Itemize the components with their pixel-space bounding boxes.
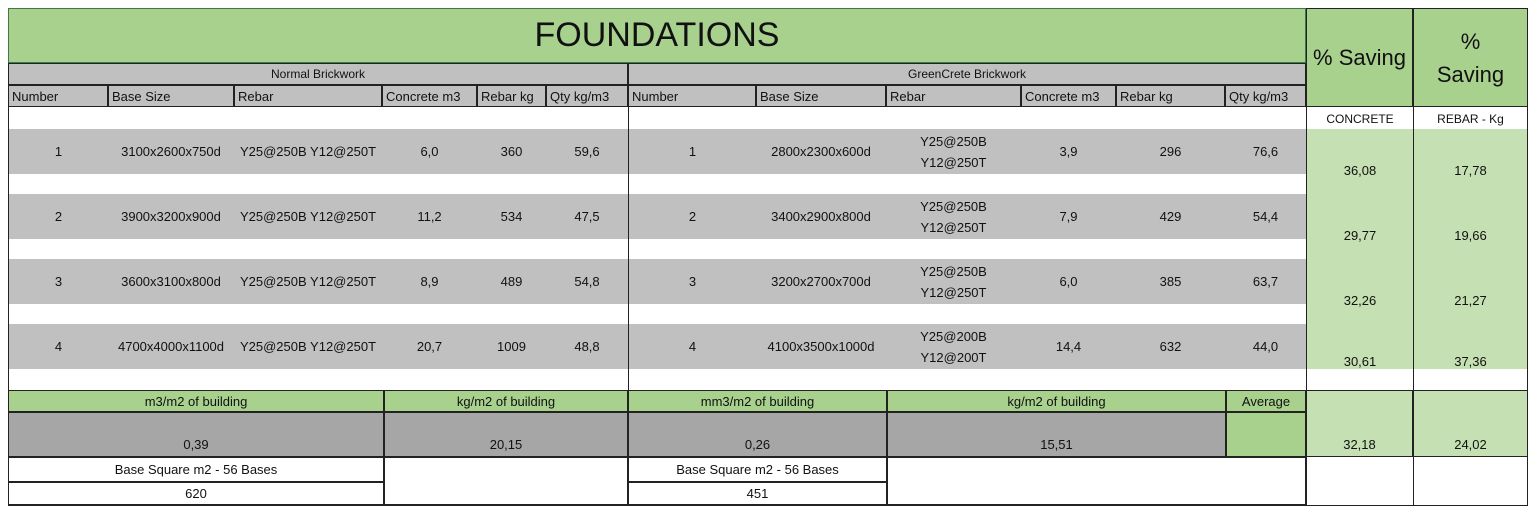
rebar-saving-value: 19,66: [1414, 194, 1527, 259]
greencrete-base-size: 3200x2700x700d: [771, 274, 871, 289]
greencrete-rebar: [886, 194, 1021, 239]
normal-rebar-kg: 360: [500, 144, 523, 159]
normal-concrete: 11,2: [417, 209, 442, 224]
normal-col-header: Qty kg/m3: [546, 85, 628, 107]
greencrete-concrete: 6,0: [1059, 274, 1078, 289]
greencrete-col-header: Base Size: [756, 85, 886, 107]
normal-concrete: 6,0: [420, 144, 439, 159]
greencrete-base-size: 2800x2300x600d: [771, 144, 871, 159]
rebar-saving-header: % Saving: [1413, 8, 1528, 107]
concrete-saving-value: 32,26: [1307, 259, 1413, 324]
greencrete-group-label: GreenCrete Brickwork: [628, 63, 1306, 85]
greencrete-rebar-top: Y12@200T: [920, 349, 987, 365]
normal-base-square-value: 620: [8, 482, 384, 505]
greencrete-rebar-bottom: Y25@250B: [920, 263, 987, 279]
normal-kg-value: 20,15: [384, 412, 628, 457]
greencrete-rebar: [886, 259, 1021, 304]
normal-number: 1: [54, 144, 63, 159]
greencrete-rebar-kg: 632: [1159, 339, 1182, 354]
normal-rebar: Y25@250B Y12@250T: [239, 144, 377, 159]
greencrete-col-header: Rebar: [886, 85, 1021, 107]
greencrete-base-size: 4100x3500x1000d: [767, 339, 875, 354]
concrete-subheader: CONCRETE: [1326, 111, 1394, 126]
green-kg-value: 15,51: [887, 412, 1226, 457]
concrete-saving-header: % Saving: [1306, 8, 1413, 107]
normal-rebar: Y25@250B Y12@250T: [239, 339, 377, 354]
greencrete-concrete: 14,4: [1055, 339, 1082, 354]
greencrete-rebar-top: Y12@250T: [920, 219, 987, 235]
greencrete-col-header: Concrete m3: [1021, 85, 1116, 107]
normal-col-header: Rebar: [234, 85, 382, 107]
normal-rebar-kg: 1009: [497, 339, 526, 354]
normal-col-header: Number: [8, 85, 108, 107]
greencrete-number: 1: [688, 144, 697, 159]
greencrete-qty: 63,7: [1252, 274, 1279, 289]
normal-rebar: Y25@250B Y12@250T: [239, 209, 377, 224]
greencrete-concrete: 7,9: [1059, 209, 1078, 224]
greencrete-col-header: Qty kg/m3: [1225, 85, 1306, 107]
normal-col-header: Concrete m3: [382, 85, 477, 107]
greencrete-rebar-top: Y12@250T: [920, 284, 987, 300]
greencrete-col-header: Rebar kg: [1116, 85, 1225, 107]
normal-number: 4: [54, 339, 63, 354]
normal-number: 3: [54, 274, 63, 289]
normal-concrete: 8,9: [420, 274, 439, 289]
normal-group-label: Normal Brickwork: [8, 63, 628, 85]
rebar-saving-value: 21,27: [1414, 259, 1527, 324]
greencrete-rebar-bottom: Y25@250B: [920, 133, 987, 149]
normal-qty: 47,5: [574, 209, 600, 224]
normal-m3-value: 0,39: [8, 412, 384, 457]
normal-base-size: 3600x3100x800d: [121, 274, 221, 289]
blank-cell-1: [384, 457, 628, 505]
greencrete-rebar-bottom: Y25@250B: [920, 198, 987, 214]
greencrete-rebar-kg: 296: [1159, 144, 1182, 159]
greencrete-concrete: 3,9: [1059, 144, 1078, 159]
concrete-saving-value: 36,08: [1307, 129, 1413, 194]
normal-base-size: 3100x2600x750d: [121, 144, 221, 159]
rebar-saving-value: 37,36: [1414, 324, 1527, 369]
greencrete-qty: 44,0: [1252, 339, 1279, 354]
greencrete-number: 4: [688, 339, 697, 354]
normal-col-header: Base Size: [108, 85, 234, 107]
average-label: Average: [1226, 390, 1306, 412]
rebar-subheader: REBAR - Kg: [1437, 111, 1504, 126]
green-m3-label: mm3/m2 of building: [628, 390, 887, 412]
greencrete-col-header: Number: [628, 85, 756, 107]
normal-qty: 54,8: [574, 274, 600, 289]
green-kg-label: kg/m2 of building: [887, 390, 1226, 412]
greencrete-rebar-bottom: Y25@200B: [920, 328, 987, 344]
greencrete-rebar-kg: 385: [1159, 274, 1182, 289]
average-blank-cell: [1226, 412, 1306, 457]
normal-number: 2: [54, 209, 63, 224]
concrete-saving-value: 29,77: [1307, 194, 1413, 259]
normal-m3-label: m3/m2 of building: [8, 390, 384, 412]
greencrete-rebar: [886, 129, 1021, 174]
normal-base-square-label: Base Square m2 - 56 Bases: [8, 457, 384, 482]
rebar-saving-value: 17,78: [1414, 129, 1527, 194]
greencrete-number: 3: [688, 274, 697, 289]
blank-cell-2: [887, 457, 1306, 505]
green-base-square-label: Base Square m2 - 56 Bases: [628, 457, 887, 482]
normal-col-header: Rebar kg: [477, 85, 546, 107]
greencrete-qty: 54,4: [1252, 209, 1279, 224]
greencrete-rebar: [886, 324, 1021, 369]
normal-rebar-kg: 534: [500, 209, 523, 224]
normal-rebar: Y25@250B Y12@250T: [239, 274, 377, 289]
normal-kg-label: kg/m2 of building: [384, 390, 628, 412]
avg-concrete-saving: 32,18: [1306, 390, 1413, 457]
concrete-saving-value: 30,61: [1307, 324, 1413, 369]
normal-concrete: 20,7: [416, 339, 443, 354]
greencrete-rebar-kg: 429: [1159, 209, 1182, 224]
normal-rebar-kg: 489: [500, 274, 523, 289]
normal-qty: 48,8: [574, 339, 600, 354]
avg-rebar-saving: 24,02: [1413, 390, 1528, 457]
greencrete-base-size: 3400x2900x800d: [771, 209, 871, 224]
page-title: FOUNDATIONS: [8, 8, 1306, 63]
normal-base-size: 3900x3200x900d: [121, 209, 221, 224]
greencrete-rebar-top: Y12@250T: [920, 154, 987, 170]
frame-bottom: [8, 505, 1528, 506]
green-m3-value: 0,26: [628, 412, 887, 457]
normal-qty: 59,6: [574, 144, 600, 159]
greencrete-qty: 76,6: [1252, 144, 1279, 159]
normal-base-size: 4700x4000x1100d: [117, 339, 225, 354]
greencrete-number: 2: [688, 209, 697, 224]
green-base-square-value: 451: [628, 482, 887, 505]
